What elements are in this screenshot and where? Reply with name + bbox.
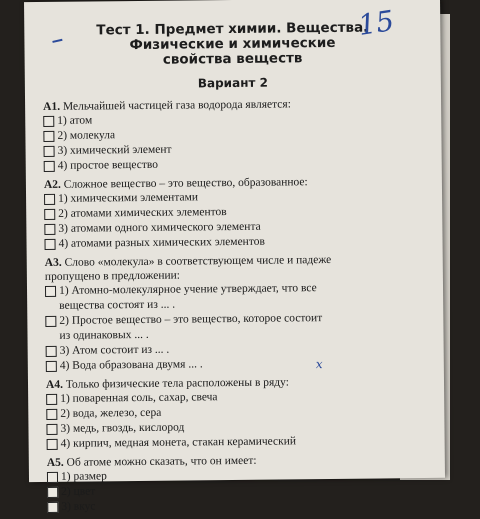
answer-option-label: 3) атомами одного химического элемента <box>58 220 261 235</box>
answer-checkbox[interactable] <box>44 209 55 220</box>
answer-option-label: 3) химический элемент <box>57 143 172 157</box>
answer-checkbox[interactable] <box>46 361 57 372</box>
answer-checkbox[interactable] <box>47 439 58 450</box>
answer-option[interactable] <box>46 355 436 374</box>
answer-option[interactable] <box>44 233 434 252</box>
question-prompt: Только физические тела расположены в ряду: <box>65 376 289 391</box>
question-1 <box>43 96 434 174</box>
question-4 <box>46 374 437 452</box>
answer-checkbox[interactable] <box>46 394 57 405</box>
answer-checkbox[interactable] <box>43 131 54 142</box>
question-list <box>43 96 437 519</box>
question-prompt: Мельчайшей частицей газа водорода является: <box>62 98 291 113</box>
answer-checkbox[interactable] <box>45 286 56 297</box>
answer-option-label: 4) Вода образована двумя ... . <box>59 358 203 372</box>
question-number: А1. <box>43 100 61 113</box>
answer-checkbox[interactable] <box>44 146 55 157</box>
answer-checkbox[interactable] <box>44 194 55 205</box>
question-5 <box>47 452 438 515</box>
answer-checkbox[interactable] <box>44 224 55 235</box>
question-text <box>45 252 435 284</box>
answer-option[interactable] <box>45 280 435 314</box>
answer-checkbox[interactable] <box>47 472 58 483</box>
answer-option-label: 1) поваренная соль, сахар, свеча <box>60 391 218 405</box>
answer-option[interactable] <box>47 433 437 452</box>
question-2 <box>44 174 435 252</box>
answer-checkbox[interactable] <box>47 487 58 498</box>
answer-checkbox[interactable] <box>46 409 57 420</box>
answer-option[interactable] <box>45 310 435 344</box>
answer-option-label: 2) цвет <box>61 485 96 498</box>
answer-option-label: 4) простое вещество <box>57 158 158 172</box>
answer-checkbox[interactable] <box>44 239 55 250</box>
answer-option-label: 4) атомами разных химических элементов <box>58 235 265 250</box>
answer-checkbox[interactable] <box>46 346 57 357</box>
title-line: Тест 1. Предмет химии. Вещества. <box>96 19 369 39</box>
question-prompt: Об атоме можно сказать, что он имеет: <box>66 454 257 469</box>
answer-checkbox[interactable] <box>45 316 56 327</box>
question-number: А3. <box>44 256 62 269</box>
answer-checkbox[interactable] <box>47 502 58 513</box>
answer-option-label: 3) вкус <box>61 500 96 513</box>
question-3 <box>45 252 436 374</box>
answer-option-label: 3) Атом состоит из ... . <box>59 343 170 357</box>
answer-option-label: 2) молекула <box>57 129 116 142</box>
question-number: А4. <box>45 378 64 391</box>
test-sheet <box>24 0 445 513</box>
answer-option-label: 1) атом <box>57 114 93 127</box>
answer-option-label: 2) Простое вещество – это вещество, которое состоит из одинаковых ... . <box>59 312 323 342</box>
answer-checkbox[interactable] <box>46 424 57 435</box>
answer-checkbox[interactable] <box>44 161 55 172</box>
answer-option-label: 3) медь, гвоздь, кислород <box>60 421 185 435</box>
answer-option-label: 1) Атомно-молекулярное учение утверждает, что все вещества состоят из ... . <box>58 282 317 312</box>
answer-option[interactable] <box>44 155 434 174</box>
question-number: А5. <box>46 456 64 469</box>
title-line: Физические и химические <box>129 34 336 54</box>
answer-checkbox[interactable] <box>43 116 54 127</box>
handwritten-score: 15 <box>355 4 397 42</box>
title-line: свойства веществ <box>162 50 303 68</box>
answer-option-label: 1) химическими элементами <box>58 191 199 205</box>
answer-option-label: 2) атомами химических элементов <box>58 206 227 220</box>
answer-option[interactable] <box>47 496 437 515</box>
answer-option-label: 2) вода, железо, сера <box>60 406 162 420</box>
variant-label: Вариант 2 <box>197 75 269 91</box>
handwritten-mark: х <box>315 357 323 372</box>
answer-option-label: 1) размер <box>60 470 107 483</box>
question-prompt: Слово «молекула» в соответствующем числе и падеже пропущено в предложении: <box>44 253 332 283</box>
answer-option-label: 4) кирпич, медная монета, стакан керамический <box>60 435 297 450</box>
question-prompt: Сложное вещество – это вещество, образованное: <box>63 176 308 191</box>
question-number: А2. <box>43 178 61 191</box>
